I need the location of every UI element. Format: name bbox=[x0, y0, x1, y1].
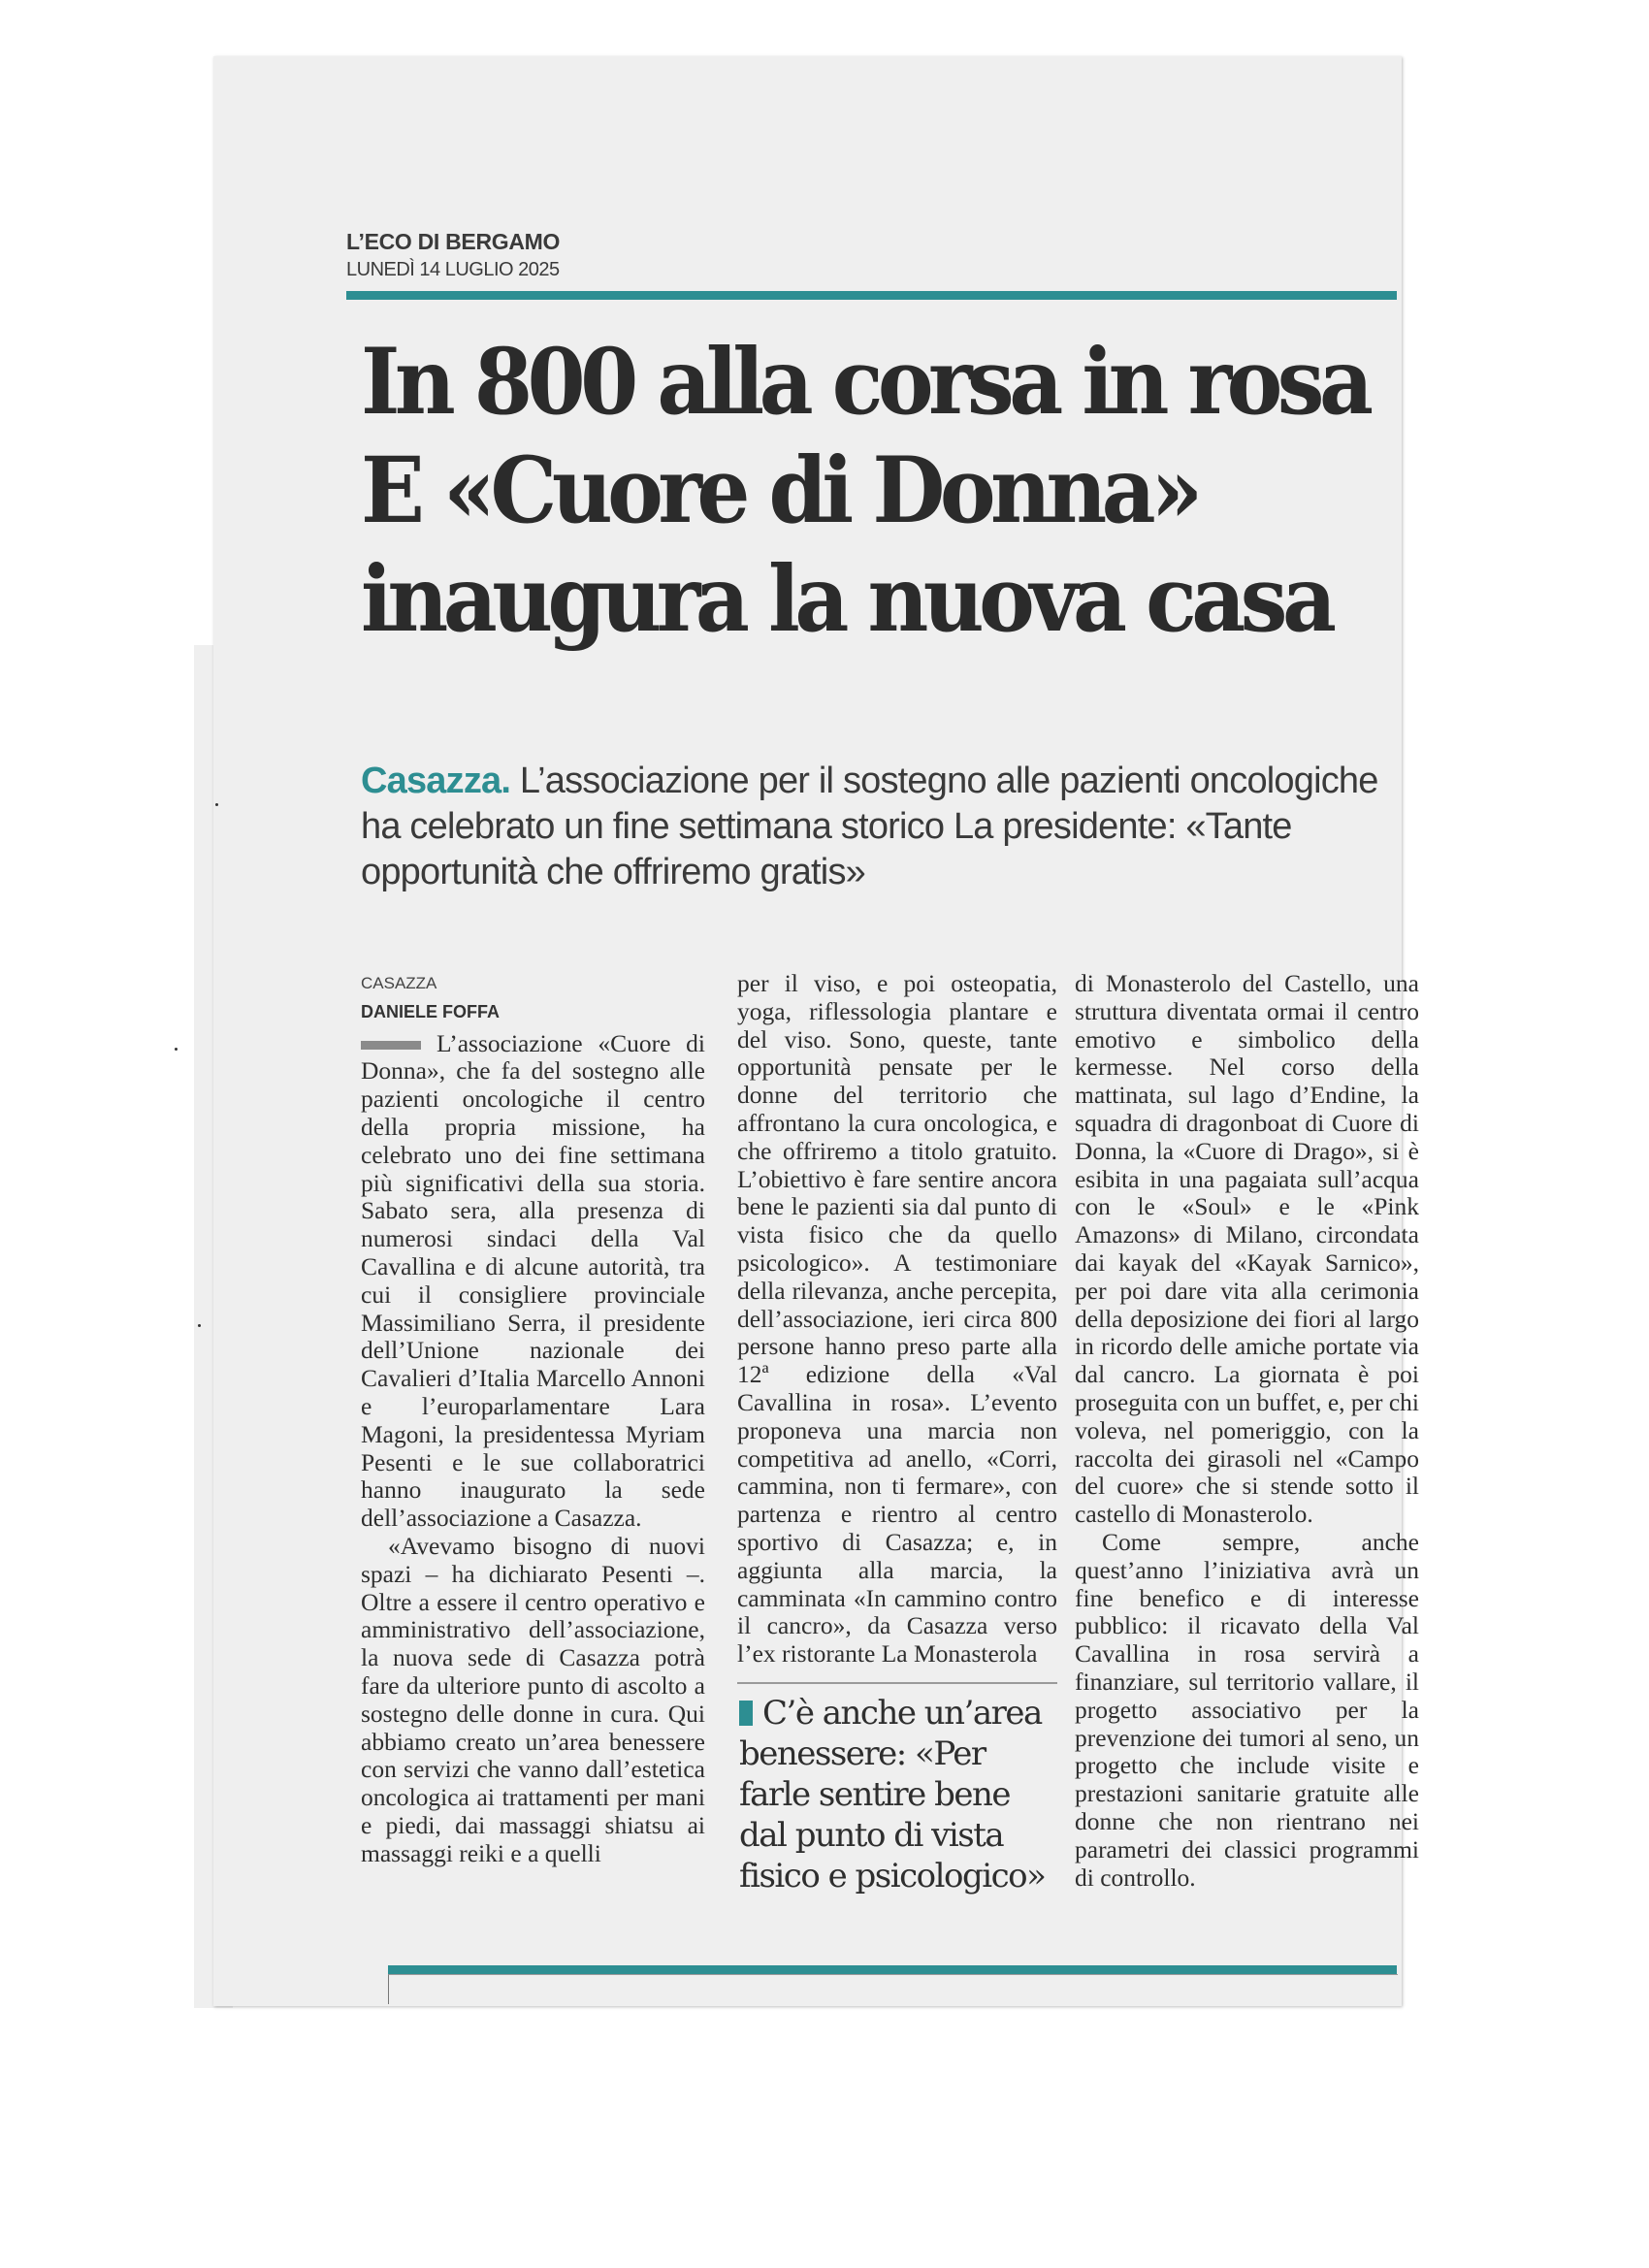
pull-quote-text: C’è anche un’area benessere: «Per farle sentire bene dal punto di vista fisico e psicologico» bbox=[739, 1694, 1046, 1895]
article-byline: DANIELE FOFFA bbox=[361, 1001, 500, 1021]
headline-line-1: In 800 alla corsa in rosa bbox=[361, 329, 1369, 436]
subheadline bbox=[361, 759, 1408, 895]
pull-quote-rule bbox=[737, 1682, 1057, 1684]
bottom-frame bbox=[388, 1974, 1398, 2004]
article-column-3 bbox=[1075, 970, 1419, 1892]
lead-marker bbox=[361, 1041, 421, 1050]
article-column-1 bbox=[361, 970, 705, 1868]
article-paragraph: Come sempre, anche quest’anno l’iniziativa avrà un fine benefico e di interesse pubblico: il ricavato della Val Cavallina in rosa servirà a finanziare, sul territorio vallare, il progetto associativo per la prevenzione dei tumori al seno, un progetto che include visite e prestazioni sanitarie gratuite alle donne che non rientrano nei parametri dei classici programmi di controllo. bbox=[1075, 1527, 1419, 1892]
scan-speck bbox=[198, 1324, 201, 1327]
headline-line-2: E «Cuore di Donna» bbox=[361, 437, 1198, 544]
scan-speck bbox=[215, 803, 218, 806]
subhead-place: Casazza. bbox=[361, 761, 511, 801]
article-paragraph bbox=[361, 1030, 705, 1533]
headline-line-3: inaugura la nuova casa bbox=[361, 546, 1332, 653]
article-kicker: CASAZZA bbox=[361, 974, 437, 992]
article-paragraph: «Avevamo bisogno di nuovi spazi – ha dichiarato Pesenti –. Oltre a essere il centro operativo e amministrativo dell’associazione, la nuova sede di Casazza potrà fare da ulteriore punto di ascolto a sostegno delle donne in cura. Qui abbiamo creato un’area benessere con servizi che vanno dall’estetica oncologica ai trattamenti per mani e piedi, dai massaggi shiatsu ai massaggi reiki e a quelli bbox=[361, 1531, 705, 1867]
headline bbox=[361, 328, 1369, 654]
article-column-2 bbox=[737, 970, 1057, 1669]
bottom-rule bbox=[388, 1965, 1397, 1974]
pull-quote bbox=[739, 1693, 1059, 1896]
scan-speck bbox=[175, 1048, 178, 1051]
article-paragraph: di Monasterolo del Castello, una struttura diventata ormai il centro emotivo e simbolico della kermesse. Nel corso della mattinata, sul lago d’Endine, la squadra di dragonboat di Cuore di Donna, la «Cuore di Drago», si è esibita in una pagaiata sull’acqua con le «Soul» e le «Pink Amazons» di Milano, circondata dai kayak del «Kayak Sarnico», per poi dare vita alla cerimonia della deposizione dei fiori al largo in ricordo delle amiche portate via dal cancro. La giornata è poi proseguita con un buffet, e, per chi voleva, nel pomeriggio, con la raccolta dei girasoli nel «Campo del cuore» che si stende sotto il castello di Monasterolo. bbox=[1075, 969, 1419, 1529]
top-rule bbox=[346, 291, 1397, 300]
masthead-title: L’ECO DI BERGAMO bbox=[346, 229, 561, 254]
masthead-date: LUNEDÌ 14 LUGLIO 2025 bbox=[346, 259, 560, 280]
subhead-text: L’associazione per il sostegno alle pazienti oncologiche ha celebrato un fine settimana storico La presidente: «Tante opportunità che offriremo gratis» bbox=[361, 761, 1378, 892]
pull-quote-marker bbox=[739, 1701, 753, 1726]
paragraph-text: L’associazione «Cuore di Donna», che fa del sostegno alle pazienti oncologiche il centro della propria missione, ha celebrato uno dei fine settimana più significativi della sua storia. Sabato sera, alla presenza di numerosi sindaci della Val Cavallina e di alcune autorità, tra cui il consigliere provinciale Massimiliano Serra, il presidente dell’Unione nazionale dei Cavalieri d’Italia Marcello Annoni e l’europarlamentare Lara Magoni, la presidentessa Myriam Pesenti e le sue collaboratrici hanno inaugurato la sede dell’associazione a Casazza. bbox=[361, 1028, 705, 1533]
article-paragraph: per il viso, e poi osteopatia, yoga, riflessologia plantare e del viso. Sono, queste, tante opportunità pensate per le donne del territorio che affrontano la cura oncologica, e che offriremo a titolo gratuito. L’obiettivo è fare sentire ancora bene le pazienti sia dal punto di vista fisico che da quello psicologico». A testimoniare della rilevanza, anche percepita, dell’associazione, ieri circa 800 persone hanno preso parte alla 12ª edizione della «Val Cavallina in rosa». L’evento proponeva una marcia non competitiva ad anello, «Corri, cammina, non ti fermare», con partenza e rientro al centro sportivo di Casazza; e, in aggiunta alla marcia, la camminata «In cammino contro il cancro», da Casazza verso l’ex ristorante La Monasterola bbox=[737, 969, 1057, 1669]
